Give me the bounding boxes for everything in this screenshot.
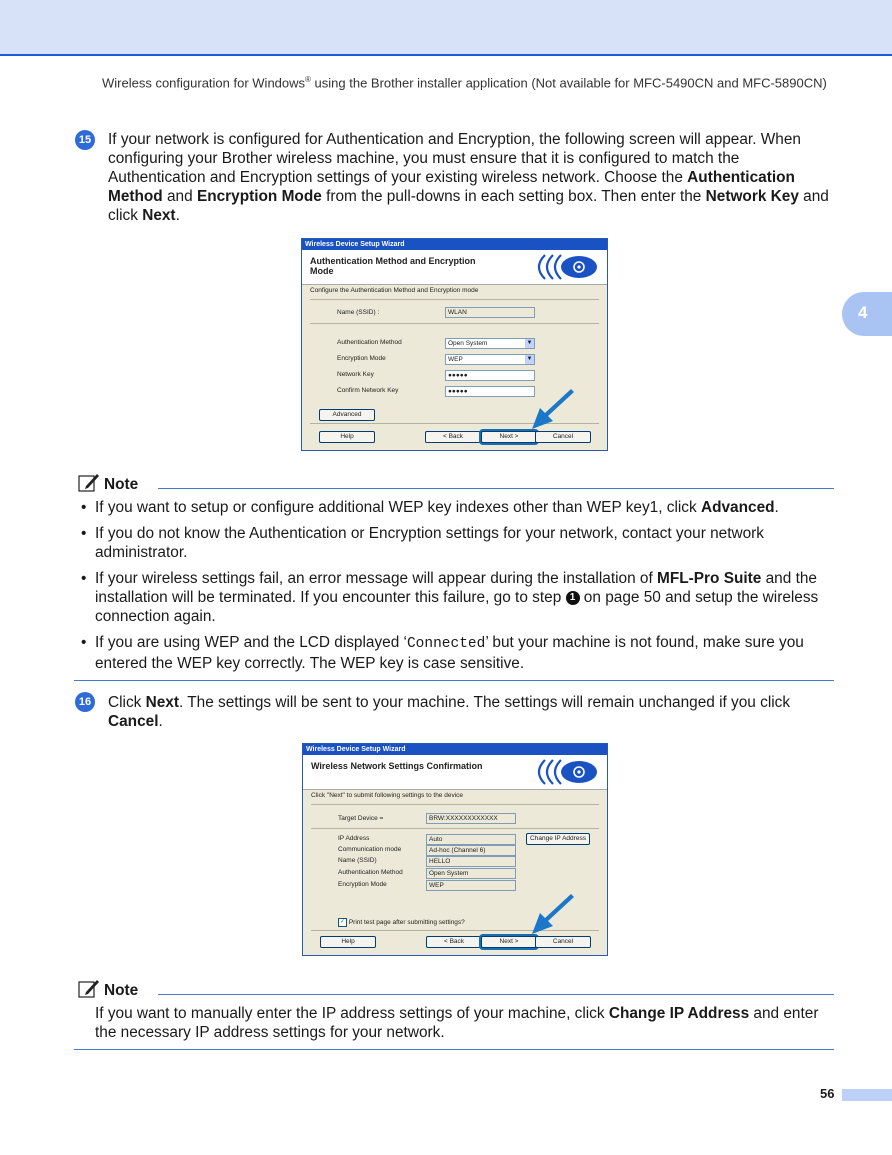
dialog-subtitle: Configure the Authentication Method and Encryption mode [310, 287, 479, 294]
ssid-value: HELLO [426, 856, 516, 867]
auth-method-select[interactable]: Open System ▼ [445, 338, 535, 349]
confirm-key-label: Confirm Network Key [337, 387, 399, 394]
note-title: Note [104, 982, 139, 999]
encryption-mode-select[interactable]: WEP ▼ [445, 354, 535, 365]
back-button[interactable]: < Back [426, 936, 482, 948]
divider [311, 804, 599, 805]
dropdown-arrow-icon[interactable]: ▼ [526, 356, 533, 362]
settings-confirmation-dialog [302, 743, 608, 956]
confirm-key-input[interactable]: ●●●●● [445, 386, 535, 397]
step-15-text: If your network is configured for Authentication and Encryption, the following screen will appear. When configuring your Brother wireless machine, you must ensure that it is configured to match the Authentication and Encryption settings of your existing wireless network. Choose the Authentication Method and Encryption Mode from the pull-downs in each setting box. Then enter the Network Key and click Next. [108, 131, 829, 224]
note-pencil-icon [78, 472, 100, 492]
chapter-tab-number: 4 [858, 303, 868, 322]
ssid-label: Name (SSID) : [337, 309, 380, 316]
next-button[interactable]: Next > [481, 431, 537, 443]
note-bullet: • If you do not know the Authentication or Encryption settings for your network, contact your network administrator. [81, 525, 764, 561]
target-device-value: BRW:XXXXXXXXXXXX [426, 813, 516, 824]
wireless-signal-icon [505, 758, 601, 786]
running-header: Wireless configuration for Windows® using the Brother installer application (Not available for MFC-5490CN and MFC-5890CN) [102, 75, 827, 91]
encryption-mode-value: WEP [426, 880, 516, 891]
change-ip-address-button[interactable]: Change IP Address [526, 833, 590, 845]
auth-method-label: Authentication Method [338, 869, 403, 876]
network-key-input[interactable]: ●●●●● [445, 370, 535, 381]
back-button[interactable]: < Back [425, 431, 481, 443]
dialog-subtitle: Click "Next" to submit following settings to the device [311, 792, 464, 799]
divider [311, 828, 599, 829]
comm-mode-label: Communication mode [338, 846, 402, 853]
note-rule [158, 994, 834, 995]
divider [310, 299, 599, 300]
wireless-signal-icon [505, 253, 601, 281]
encryption-mode-label: Encryption Mode [338, 881, 387, 888]
auth-method-label: Authentication Method [337, 339, 402, 346]
dialog-header [302, 250, 607, 285]
note-pencil-icon [78, 978, 100, 998]
print-test-page-checkbox[interactable]: ✓ Print test page after submitting settings? [339, 919, 465, 927]
help-button[interactable]: Help [320, 936, 376, 948]
target-device-label: Target Device = [338, 815, 384, 822]
note-rule [158, 488, 834, 489]
dialog-heading: Wireless Network Settings Confirmation [311, 761, 483, 771]
ip-address-label: IP Address [338, 835, 370, 842]
cancel-button[interactable]: Cancel [535, 431, 591, 443]
auth-method-value: Open System [426, 868, 516, 879]
step-15-badge: 15 [75, 130, 95, 150]
ssid-label: Name (SSID) [338, 857, 377, 864]
top-band [0, 0, 892, 56]
dialog-header [303, 755, 607, 790]
help-button[interactable]: Help [319, 431, 375, 443]
advanced-button[interactable]: Advanced [319, 409, 375, 421]
step-1-marker: 1 [566, 591, 580, 605]
dialog-titlebar: Wireless Device Setup Wizard [303, 744, 607, 755]
auth-encryption-dialog [301, 238, 608, 451]
note-bullet: • If your wireless settings fail, an error message will appear during the installation of MFL-Pro Suite and the installation will be terminated. If you encounter this failure, go to step 1 on page 50 and setup the wireless connection again. [81, 570, 819, 625]
page-number: 56 [820, 1086, 835, 1101]
chapter-tab [842, 292, 892, 336]
note-2-text: If you want to manually enter the IP address settings of your machine, click Change IP Address and enter the necessary IP address settings for your network. [95, 1005, 819, 1041]
note-end-rule [74, 680, 834, 681]
cancel-button[interactable]: Cancel [535, 936, 591, 948]
next-button[interactable]: Next > [481, 936, 537, 948]
pointer-arrow-icon [530, 894, 578, 938]
page-number-bar [842, 1089, 892, 1101]
ssid-field: WLAN [445, 307, 535, 318]
dialog-heading: Authentication Method and Encryption Mode [310, 256, 476, 276]
note-title: Note [104, 476, 139, 493]
note-bullet: • If you are using WEP and the LCD displayed ‘Connected’ but your machine is not found, make sure you entered the WEP key correctly. The WEP key is case sensitive. [81, 634, 804, 672]
dialog-titlebar: Wireless Device Setup Wizard [302, 239, 607, 250]
pointer-arrow-icon [530, 389, 578, 433]
network-key-label: Network Key [337, 371, 374, 378]
step-16-badge: 16 [75, 692, 95, 712]
checkbox-checked-icon[interactable]: ✓ [339, 919, 346, 925]
comm-mode-value: Ad-hoc (Channel 6) [426, 845, 516, 856]
dropdown-arrow-icon[interactable]: ▼ [526, 340, 533, 346]
note-end-rule [74, 1049, 834, 1050]
note-bullet: • If you want to setup or configure additional WEP key indexes other than WEP key1, click Advanced. [81, 499, 779, 516]
ip-address-value: Auto [426, 834, 516, 845]
encryption-mode-label: Encryption Mode [337, 355, 386, 362]
step-16-text: Click Next. The settings will be sent to your machine. The settings will remain unchanged if you click Cancel. [108, 694, 791, 730]
divider [310, 323, 599, 324]
